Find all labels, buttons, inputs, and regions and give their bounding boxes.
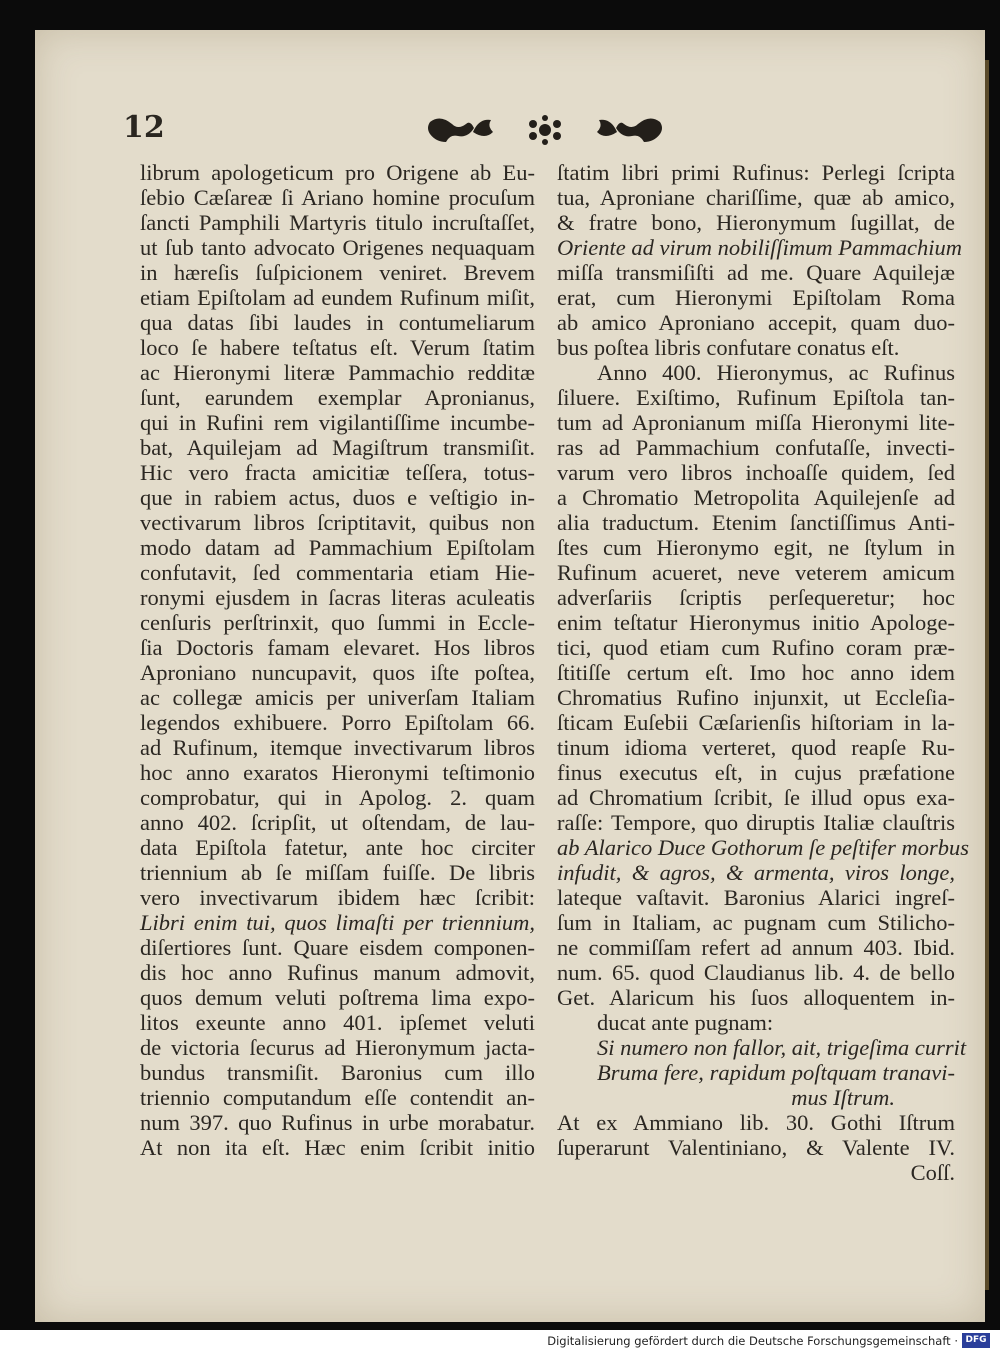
page-edge — [985, 60, 989, 1290]
text-line: Chromatius Rufino injunxit, ut Eccleſia- — [557, 685, 955, 710]
text-line: ſtes cum Hieronymo egit, ne ſtylum in — [557, 535, 955, 560]
text-line: a Chromatio Metropolita Aquilejenſe ad — [557, 485, 955, 510]
text-line: lateque vaſtavit. Baronius Alarici ingreſ- — [557, 885, 955, 910]
text-line-italic: infudit, & agros, & armenta, viros longe, — [557, 860, 955, 885]
text-line: ac Hieronymi literæ Pammachio redditæ — [140, 360, 535, 385]
text-line: Get. Alaricum his ſuos alloquentem in- — [557, 985, 955, 1010]
text-line: ſancti Pamphili Martyris titulo incruſtaſſet, — [140, 210, 535, 235]
text-line: vectivarum libros ſcriptitavit, quibus non — [140, 510, 535, 535]
text-line: miſſa transmiſiſti ad me. Quare Aquilejæ — [557, 260, 955, 285]
footer-bar — [0, 1330, 1000, 1352]
text-line: diſertiores ſunt. Quare eisdem componen- — [140, 935, 535, 960]
text-line: ducat ante pugnam: — [597, 1010, 774, 1035]
verse-line: Bruma fere, rapidum poſtquam tranavi- — [597, 1060, 955, 1085]
text-line: data Epiſtola fatetur, ante hoc circiter — [140, 835, 535, 860]
text-line: varum vero libros inchoaſſe quidem, ſed — [557, 460, 955, 485]
verse-line: mus Iſtrum. — [791, 1085, 895, 1110]
text-line: vero invectivarum ibidem hæc ſcribit: — [140, 885, 535, 910]
text-line: bat, Aquilejam ad Magiſtrum transmiſit. — [140, 435, 535, 460]
text-line: adverſariis ſcriptis perſequeretur; hoc — [557, 585, 955, 610]
text-line: bundus transmiſit. Baronius cum illo — [140, 1060, 535, 1085]
text-line: qua datas ſibi laudes in contumeliarum — [140, 310, 535, 335]
text-line: Anno 400. Hieronymus, ac Rufinus — [597, 360, 955, 385]
text-line: ras ad Pammachium confutaſſe, invecti- — [557, 435, 955, 460]
text-line: cenſuris perſtrinxit, quo ſummi in Eccle- — [140, 610, 535, 635]
catchword: Coſſ. — [910, 1160, 955, 1185]
text-line: ſum in Italiam, ac pugnam cum Stilicho- — [557, 910, 955, 935]
text-line: alia traductum. Etenim ſanctiſſimus Anti- — [557, 510, 955, 535]
text-line: finus executus eſt, in cujus præfatione — [557, 760, 955, 785]
text-line: tinum idioma verteret, quod reapſe Ru- — [557, 735, 955, 760]
text-line: que in rabiem actus, duos e veſtigio in- — [140, 485, 535, 510]
text-line: Aproniano nuncupavit, quos iſte poſtea, — [140, 660, 535, 685]
text-line: & fratre bono, Hieronymum ſugillat, de — [557, 210, 955, 235]
dfg-logo: DFG — [962, 1333, 990, 1348]
text-line: triennium ab ſe miſſam fuiſſe. De libris — [140, 860, 535, 885]
text-line: ſticam Euſebii Cæſarienſis hiſtoriam in la- — [557, 710, 955, 735]
text-line: hoc anno exaratos Hieronymi teſtimonio — [140, 760, 535, 785]
funding-credit: Digitalisierung gefördert durch die Deutsche Forschungsgemeinschaft · — [547, 1334, 958, 1348]
text-line: anno 402. ſcripſit, ut oſtendam, de lau- — [140, 810, 535, 835]
text-line: enim teſtatur Hieronymus initio Apologe- — [557, 610, 955, 635]
text-line: etiam Epiſtolam ad eundem Rufinum miſit, — [140, 285, 535, 310]
text-line: Hic vero fracta amicitiæ teſſera, totus- — [140, 460, 535, 485]
text-line: num. 65. quod Claudianus lib. 4. de bello — [557, 960, 955, 985]
text-line: bus poſtea libris confutare conatus eſt. — [557, 335, 900, 360]
text-line: dis hoc anno Rufinus manum admovit, — [140, 960, 535, 985]
text-line: tum ad Apronianum miſſa Hieronymi lite- — [557, 410, 955, 435]
headpiece-ornament — [425, 112, 665, 148]
text-line: triennio computandum eſſe contendit an- — [140, 1085, 535, 1110]
text-line: At ex Ammiano lib. 30. Gothi Iſtrum — [557, 1110, 955, 1135]
text-line-italic: Libri enim tui, quos limaſti per triennium, — [140, 910, 535, 935]
text-line: confutavit, ſed commentaria etiam Hie- — [140, 560, 535, 585]
text-line: ad Rufinum, itemque invectivarum libros — [140, 735, 535, 760]
text-line: in hæreſis ſuſpicionem veniret. Brevem — [140, 260, 535, 285]
text-line: ronymi ejusdem in ſacras literas aculeatis — [140, 585, 535, 610]
text-line: ut ſub tanto advocato Origenes nequaquam — [140, 235, 535, 260]
text-line: ſunt, earundem exemplar Apronianus, — [140, 385, 535, 410]
text-line: ad Chromatium ſcribit, ſe illud opus exa- — [557, 785, 955, 810]
text-line: ſtatim libri primi Rufinus: Perlegi ſcripta — [557, 160, 955, 185]
text-line: ſuperarunt Valentiniano, & Valente IV. — [557, 1135, 955, 1160]
text-line: raſſe: Tempore, quo diruptis Italiæ clauſtris — [557, 810, 955, 835]
left-column — [140, 160, 535, 1160]
text-line: librum apologeticum pro Origene ab Eu- — [140, 160, 535, 185]
text-line: litos exeunte anno 401. ipſemet veluti — [140, 1010, 535, 1035]
text-line: ſtitiſſe certum eſt. Imo hoc anno idem — [557, 660, 955, 685]
text-line: qui in Rufini rem vigilantiſſime incumbe- — [140, 410, 535, 435]
text-line: modo datam ad Pammachium Epiſtolam — [140, 535, 535, 560]
text-line: ſebio Cæſareæ ſi Ariano homine procuſum — [140, 185, 535, 210]
text-line: ne commiſſam refert ad annum 403. Ibid. — [557, 935, 955, 960]
text-line: legendos exhibuere. Porro Epiſtolam 66. — [140, 710, 535, 735]
right-column — [557, 160, 970, 1185]
text-line: At non ita eſt. Hæc enim ſcribit initio — [140, 1135, 535, 1160]
text-line: erat, cum Hieronymi Epiſtolam Roma — [557, 285, 955, 310]
text-line: ſia Doctoris famam elevaret. Hos libros — [140, 635, 535, 660]
verse-line: Si numero non fallor, ait, trigeſima currit — [597, 1035, 967, 1060]
text-line: ac collegæ amicis per univerſam Italiam — [140, 685, 535, 710]
text-line: ſiluere. Exiſtimo, Rufinum Epiſtola tan- — [557, 385, 955, 410]
text-line: tici, quod etiam cum Rufino coram præ- — [557, 635, 955, 660]
text-line: quos demum veluti poſtrema lima expo- — [140, 985, 535, 1010]
text-line: Rufinum acueret, neve veterem amicum — [557, 560, 955, 585]
text-line: de victoria ſecurus ad Hieronymum jacta- — [140, 1035, 535, 1060]
page-number: 12 — [123, 110, 165, 145]
text-line: num 397. quo Rufinus in urbe morabatur. — [140, 1110, 535, 1135]
text-line: ab amico Aproniano accepit, quam duo- — [557, 310, 955, 335]
text-line: tua, Aproniane chariſſime, quæ ab amico, — [557, 185, 955, 210]
text-line-italic: ab Alarico Duce Gothorum ſe peſtifer morbus — [557, 835, 970, 860]
text-line: comprobatur, qui in Apolog. 2. quam — [140, 785, 535, 810]
text-line: loco ſe habere teſtatus eſt. Verum ſtatim — [140, 335, 535, 360]
text-line-italic: Oriente ad virum nobiliſſimum Pammachium — [557, 235, 962, 260]
